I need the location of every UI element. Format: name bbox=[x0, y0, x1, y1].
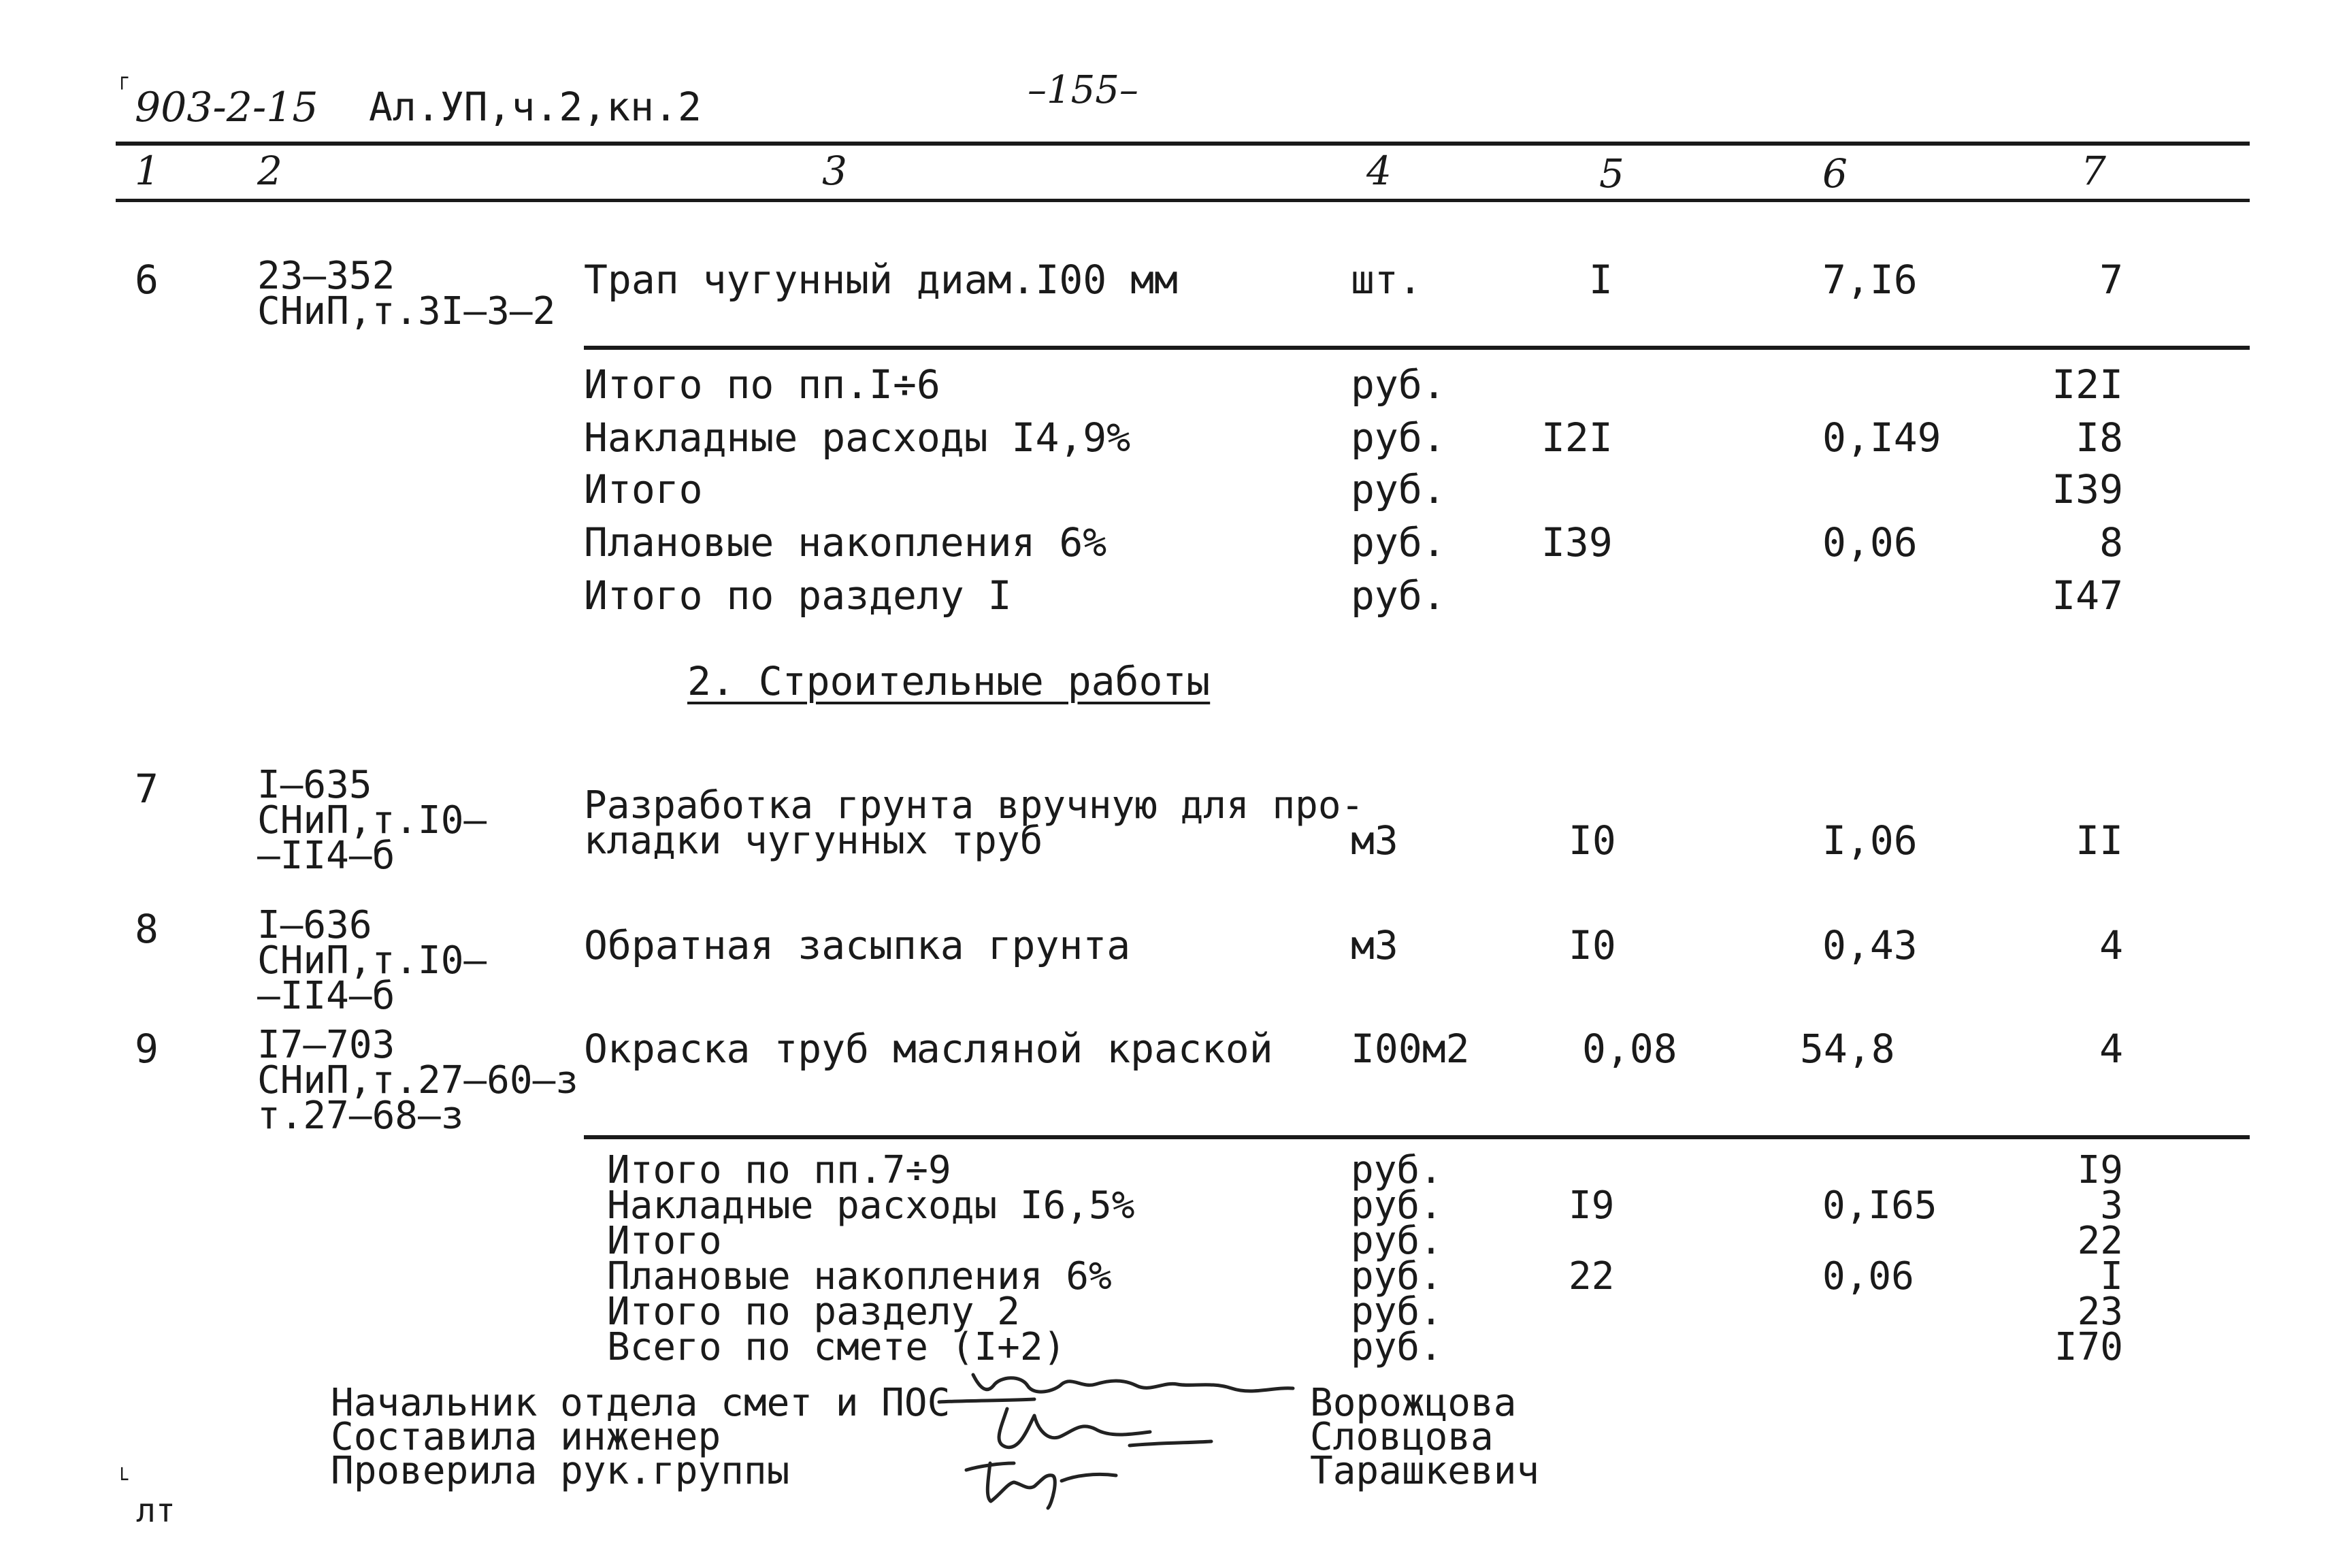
row-quantity: 0,08 bbox=[1582, 1026, 1677, 1072]
corner-mark-top: ┌ bbox=[116, 66, 129, 90]
total-rate: 0,06 bbox=[1822, 1254, 1914, 1298]
row-unit: I00м2 bbox=[1351, 1026, 1470, 1072]
total-value: 23 bbox=[2077, 1290, 2123, 1334]
section-title: 2. Строительные работы bbox=[687, 658, 1211, 704]
total-value: I bbox=[2100, 1254, 2123, 1298]
total-unit: руб. bbox=[1351, 1325, 1443, 1369]
row-code-line: I–635 bbox=[257, 763, 372, 807]
row-unit: м3 bbox=[1351, 922, 1398, 968]
row-price: I,06 bbox=[1822, 817, 1918, 864]
row-code-line: СНиП,т.3I–3–2 bbox=[257, 289, 556, 333]
row-code-line: т.27–68–з bbox=[257, 1094, 464, 1138]
total-value: I2I bbox=[2052, 361, 2123, 408]
total-label: Итого bbox=[584, 466, 703, 512]
row-description: Трап чугунный диам.I00 мм bbox=[584, 257, 1178, 303]
row-total: 4 bbox=[2099, 922, 2123, 968]
total-base: I39 bbox=[1541, 519, 1613, 566]
row-total: II bbox=[2075, 817, 2123, 864]
col-header-7: 7 bbox=[2081, 148, 2106, 194]
col-header-1: 1 bbox=[135, 148, 160, 194]
total-unit: руб. bbox=[1351, 414, 1446, 461]
row-price: 0,43 bbox=[1822, 922, 1918, 968]
total-value: I70 bbox=[2054, 1325, 2123, 1369]
total-label: Итого по разделу I bbox=[584, 572, 1012, 619]
total-base: 22 bbox=[1569, 1254, 1615, 1298]
total-unit: руб. bbox=[1351, 1219, 1443, 1263]
total-value: 8 bbox=[2099, 519, 2123, 566]
total-label: Всего по смете (I+2) bbox=[607, 1325, 1066, 1369]
row-number: 6 bbox=[135, 257, 159, 303]
section1-totals-rule bbox=[584, 346, 2250, 350]
row-price: 54,8 bbox=[1800, 1026, 1895, 1072]
row-description-line: Разработка грунта вручную для про- bbox=[584, 783, 1364, 828]
total-unit: руб. bbox=[1351, 361, 1446, 408]
total-value: I39 bbox=[2052, 466, 2123, 512]
row-code-line: –II4–б bbox=[257, 834, 395, 878]
total-label: Итого bbox=[607, 1219, 722, 1263]
row-description-line: кладки чугунных труб bbox=[584, 819, 1043, 863]
total-label: Плановые накопления 6% bbox=[607, 1254, 1112, 1298]
album-reference: Ал.УП,ч.2,кн.2 bbox=[369, 84, 702, 130]
total-value: 3 bbox=[2100, 1183, 2123, 1228]
total-unit: руб. bbox=[1351, 1183, 1443, 1228]
col-header-3: 3 bbox=[822, 148, 847, 194]
total-label: Итого по пп.I÷6 bbox=[584, 361, 940, 408]
row-code-line: СНиП,т.I0– bbox=[257, 798, 487, 843]
total-label: Итого по разделу 2 bbox=[607, 1290, 1020, 1334]
signatory-name: Ворожцова bbox=[1310, 1381, 1517, 1425]
row-quantity: I0 bbox=[1569, 817, 1616, 864]
total-unit: руб. bbox=[1351, 1254, 1443, 1298]
footer-mark: лт bbox=[136, 1492, 176, 1530]
row-total: 7 bbox=[2099, 257, 2123, 303]
total-rate: 0,06 bbox=[1822, 519, 1918, 566]
col-header-6: 6 bbox=[1822, 150, 1848, 197]
signatory-role: Составила инженер bbox=[331, 1415, 721, 1459]
total-label: Плановые накопления 6% bbox=[584, 519, 1107, 566]
signatory-role: Проверила рук.группы bbox=[331, 1449, 790, 1493]
total-rate: 0,I49 bbox=[1822, 414, 1941, 461]
total-unit: руб. bbox=[1351, 466, 1446, 512]
total-value: 22 bbox=[2077, 1219, 2123, 1263]
row-code-line: СНиП,т.I0– bbox=[257, 938, 487, 983]
total-value: I9 bbox=[2077, 1148, 2123, 1192]
row-quantity: I0 bbox=[1569, 922, 1616, 968]
corner-mark-bottom: └ bbox=[116, 1468, 129, 1492]
total-unit: руб. bbox=[1351, 572, 1446, 619]
total-value: I47 bbox=[2052, 572, 2123, 619]
col-header-5: 5 bbox=[1599, 150, 1624, 197]
row-unit: м3 bbox=[1351, 817, 1398, 864]
signatory-name: Словцова bbox=[1310, 1415, 1494, 1459]
row-code-line: 23–352 bbox=[257, 254, 395, 298]
total-label: Накладные расходы I4,9% bbox=[584, 414, 1131, 461]
handwritten-signature bbox=[925, 1361, 1307, 1511]
total-unit: руб. bbox=[1351, 1148, 1443, 1192]
signatory-name: Тарашкевич bbox=[1310, 1449, 1540, 1493]
page-number: –155– bbox=[1028, 68, 1138, 112]
row-number: 7 bbox=[135, 766, 159, 812]
total-label: Итого по пп.7÷9 bbox=[607, 1148, 951, 1192]
row-code-line: I7–703 bbox=[257, 1023, 395, 1067]
row-quantity: I bbox=[1589, 257, 1613, 303]
row-description: Обратная засыпка грунта bbox=[584, 922, 1131, 968]
total-rate: 0,I65 bbox=[1822, 1183, 1937, 1228]
header-rule-bottom bbox=[116, 199, 2250, 202]
doc-number: 903-2-15 bbox=[135, 84, 318, 131]
row-price: 7,I6 bbox=[1822, 257, 1918, 303]
col-header-2: 2 bbox=[257, 148, 282, 194]
total-base: I2I bbox=[1541, 414, 1613, 461]
row-code-line: –II4–б bbox=[257, 974, 395, 1018]
section2-totals-rule bbox=[584, 1135, 2250, 1139]
total-unit: руб. bbox=[1351, 519, 1446, 566]
row-number: 8 bbox=[135, 906, 159, 952]
row-description: Окраска труб масляной краской bbox=[584, 1026, 1273, 1072]
total-unit: руб. bbox=[1351, 1290, 1443, 1334]
col-header-4: 4 bbox=[1366, 148, 1392, 194]
total-value: I8 bbox=[2075, 414, 2123, 461]
row-code-line: СНиП,т.27–60–з bbox=[257, 1058, 579, 1102]
total-base: I9 bbox=[1569, 1183, 1615, 1228]
total-label: Накладные расходы I6,5% bbox=[607, 1183, 1135, 1228]
row-number: 9 bbox=[135, 1026, 159, 1072]
header-rule-top bbox=[116, 142, 2250, 146]
row-unit: шт. bbox=[1351, 257, 1422, 303]
row-code-line: I–636 bbox=[257, 903, 372, 947]
row-total: 4 bbox=[2099, 1026, 2123, 1072]
signatory-role: Начальник отдела смет и ПОС bbox=[331, 1381, 951, 1425]
